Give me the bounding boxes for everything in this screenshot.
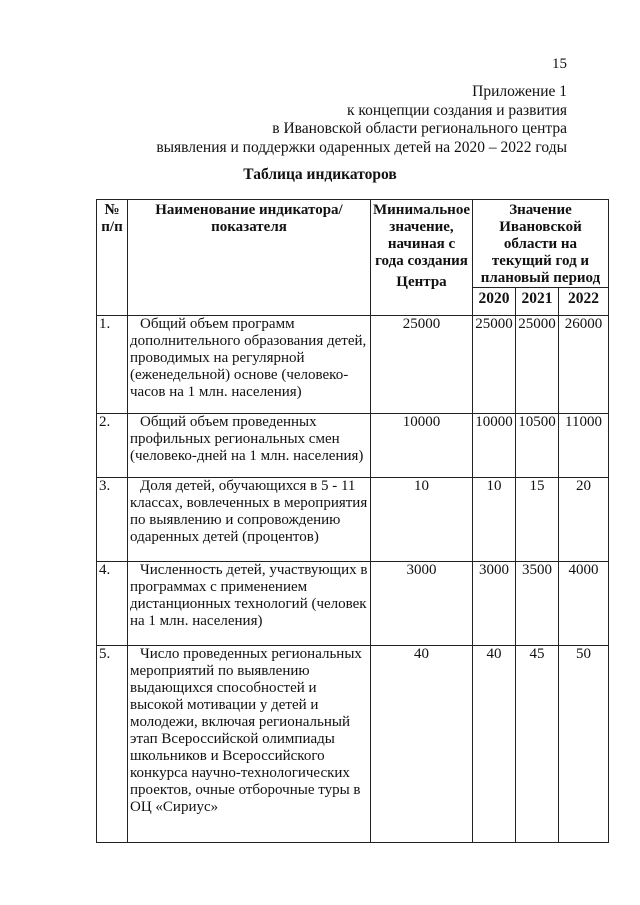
row-name-text: Общий объем программ дополнительного образования детей, проводимых на регулярной (еженедельной) основе (человеко-часов на 1 млн. населения) <box>130 316 367 400</box>
table-row <box>97 562 609 646</box>
header-min-value-text: Минимальное значение, начиная с года создания <box>373 202 470 269</box>
row-value-2022: 11000 <box>558 414 608 478</box>
header-number: № п/п <box>97 200 128 316</box>
table-row <box>97 316 609 414</box>
row-number: 4. <box>97 562 128 646</box>
row-value-2020: 25000 <box>472 316 515 414</box>
row-name <box>128 316 371 414</box>
row-value-2022: 26000 <box>558 316 608 414</box>
row-number: 2. <box>97 414 128 478</box>
row-name <box>128 414 371 478</box>
indicators-table <box>96 199 609 843</box>
row-value-2021: 15 <box>515 478 558 562</box>
row-name-text: Доля детей, обучающихся в 5 - 11 классах, вовлеченных в мероприятия по выявлению и сопровождению одаренных детей (процентов) <box>130 478 368 545</box>
row-min-value: 3000 <box>371 562 473 646</box>
appendix-line: выявления и поддержки одаренных детей на 2020 – 2022 годы <box>156 138 567 156</box>
appendix-header <box>156 83 567 157</box>
appendix-line: к концепции создания и развития <box>347 101 567 119</box>
page-number: 15 <box>552 56 567 72</box>
row-value-2021: 3500 <box>515 562 558 646</box>
row-min-value: 10 <box>371 478 473 562</box>
row-value-2020: 10000 <box>472 414 515 478</box>
row-min-value: 10000 <box>371 414 473 478</box>
header-name: Наименование индикатора/показателя <box>128 200 371 316</box>
header-region-value: Значение Ивановской области на текущий год и плановый период <box>472 200 608 288</box>
appendix-line: в Ивановской области регионального центра <box>272 120 567 137</box>
row-name-text: Численность детей, участвующих в программах с применением дистанционных технологий (человек на 1 млн. населения) <box>130 562 368 629</box>
row-name <box>128 562 371 646</box>
row-value-2022: 20 <box>558 478 608 562</box>
row-value-2021: 25000 <box>515 316 558 414</box>
appendix-line: Приложение 1 <box>472 83 567 100</box>
header-year-2022: 2022 <box>558 288 608 316</box>
row-value-2021: 45 <box>515 646 558 843</box>
row-value-2020: 3000 <box>472 562 515 646</box>
row-min-value: 25000 <box>371 316 473 414</box>
row-value-2020: 10 <box>472 478 515 562</box>
row-name-text: Число проведенных региональных мероприятий по выявлению выдающихся способностей и высокой мотивации у детей и молодежи, включая региональный этап Всероссийской олимпиады школьников и Всероссийского конкурса научно-технологических проектов, очные отборочные туры в ОЦ «Сириус» <box>130 646 362 815</box>
row-name <box>128 646 371 843</box>
row-value-2020: 40 <box>472 646 515 843</box>
table-row <box>97 478 609 562</box>
row-name-text: Общий объем проведенных профильных региональных смен (человеко-дней на 1 млн. населения) <box>130 414 364 464</box>
header-min-value-last: Центра <box>396 274 447 290</box>
row-value-2021: 10500 <box>515 414 558 478</box>
row-number: 3. <box>97 478 128 562</box>
header-year-2021: 2021 <box>515 288 558 316</box>
row-min-value: 40 <box>371 646 473 843</box>
row-name <box>128 478 371 562</box>
table-row <box>97 646 609 843</box>
header-year-2020: 2020 <box>472 288 515 316</box>
row-value-2022: 4000 <box>558 562 608 646</box>
row-value-2022: 50 <box>558 646 608 843</box>
row-number: 1. <box>97 316 128 414</box>
table-row <box>97 414 609 478</box>
header-min-value <box>371 200 473 316</box>
row-number: 5. <box>97 646 128 843</box>
table-title: Таблица индикаторов <box>243 166 397 183</box>
